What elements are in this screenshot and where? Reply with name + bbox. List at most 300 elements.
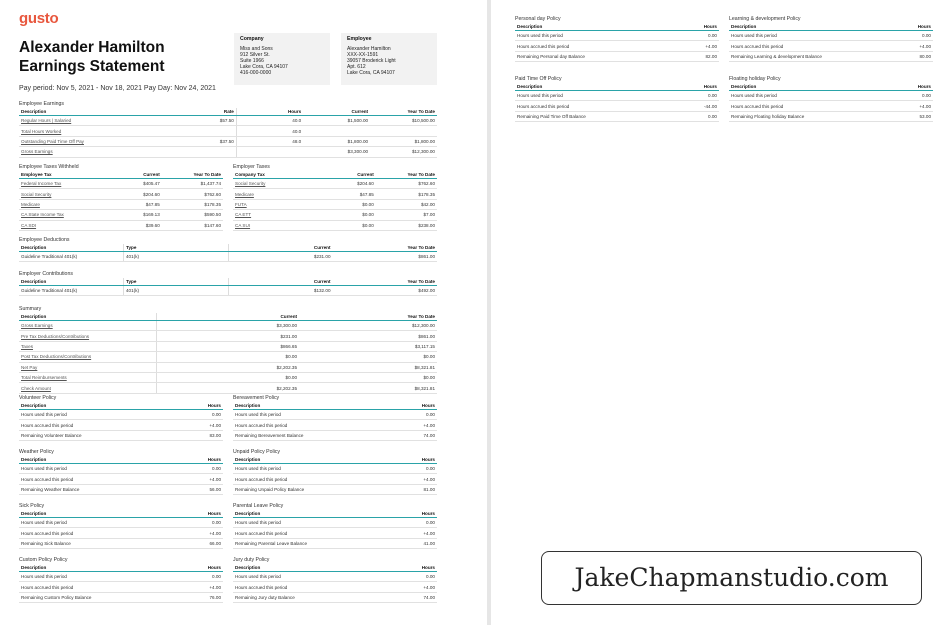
cell: Hours accrued this period [729,101,876,111]
learning-development-policy-section [729,16,933,62]
cell: 0.00 [662,91,719,101]
cell: Hours accrued this period [233,420,380,430]
cell: 0.00 [380,464,437,474]
col-header: Rate [178,108,237,116]
cell: Hours used this period [515,91,662,101]
contributions-section [19,271,437,296]
table-row [515,31,719,41]
table-row [19,420,223,430]
company-line: Miss and Sons [240,46,273,52]
earning-link[interactable]: Outstanding Paid Time Off Pay [19,136,178,146]
cell: 401(k) [124,252,229,262]
table-row [233,528,437,538]
table-row [19,252,437,262]
cell: $231.00 [228,252,333,262]
earnings-section [19,101,437,158]
col-header: Current [228,278,333,286]
cell: 56.00 [166,484,223,494]
cell: $12,300.00 [299,321,437,331]
table-row [233,484,437,494]
table-row [19,518,223,528]
cell: $492.00 [333,286,438,296]
cell: 0.00 [380,518,437,528]
employee-heading: Employee [347,36,372,42]
section-title: Summary [19,306,42,312]
cell: 40.0 [236,116,303,126]
table-row [19,220,223,230]
table-row [729,31,933,41]
table-row [515,51,719,61]
table-row [19,372,437,382]
cell: $57.50 [178,116,237,126]
col-header: Hours [166,456,223,464]
col-header: Employee Tax [19,171,101,179]
cell: Remaining Personal day Balance [515,51,662,61]
col-header: Year To Date [162,171,223,179]
cell: Hours used this period [233,518,380,528]
cell: $204.60 [101,189,162,199]
employer-taxes-section [233,164,437,231]
cell: +4.00 [166,582,223,592]
cell: $0.00 [315,199,376,209]
cell: Hours used this period [19,464,166,474]
cell: Remaining Learning & development Balance [729,51,876,61]
earning-link[interactable]: Gross Earnings [19,147,178,157]
col-header: Hours [380,510,437,518]
col-header: Type [124,278,229,286]
table-row [233,518,437,528]
tax-link[interactable]: CA SDI [19,220,101,230]
cell: 0.00 [166,464,223,474]
earning-link[interactable]: Total Hours Worked [19,126,178,136]
table-row [729,91,933,101]
section-title: Bereavement Policy [233,395,280,401]
section-title: Parental Leave Policy [233,503,284,509]
cell: $3,117.15 [299,341,437,351]
cell: 0.00 [380,410,437,420]
table-row [19,147,437,157]
table-row [19,362,437,372]
employee-line: Apt. 612 [347,64,366,70]
cell: $861.00 [299,331,437,341]
cell: Hours accrued this period [19,528,166,538]
earning-link[interactable]: Regular Hours | Salaried [19,116,178,126]
table-row [233,538,437,548]
cell: Hours used this period [233,410,380,420]
section-title: Custom Policy Policy [19,557,68,563]
cell: $42.00 [376,199,437,209]
volunteer-policy-section [19,395,223,441]
col-header: Description [19,510,166,518]
table-row [19,199,223,209]
section-title: Unpaid Policy Policy [233,449,280,455]
cell: 0.00 [166,518,223,528]
cell: Hours accrued this period [19,582,166,592]
cell: $0.00 [315,220,376,230]
cell: $169.13 [101,210,162,220]
section-title: Employer Taxes [233,164,270,170]
table-row [19,538,223,548]
table-row [515,41,719,51]
col-header: Description [19,313,157,321]
pay-period: Pay period: Nov 5, 2021 - Nov 18, 2021 Pay Day: Nov 24, 2021 [19,85,216,92]
weather-policy-section [19,449,223,495]
col-header: Description [19,244,124,252]
employee-line: Alexander Hamilton [347,46,391,52]
table-row [233,420,437,430]
sick-policy-section [19,503,223,549]
table-row [19,484,223,494]
table-row [19,582,223,592]
company-info [234,33,330,85]
cell: 0.00 [662,111,719,121]
cell: 74.00 [380,430,437,440]
parental-leave-policy-section [233,503,437,549]
table-row [19,383,437,393]
cell: +4.00 [380,474,437,484]
tax-link[interactable]: Social Security [19,189,101,199]
deductions-section [19,237,437,262]
summary-link[interactable]: Gross Earnings [19,321,157,331]
cell: Remaining Custom Policy Balance [19,592,166,602]
cell: +4.00 [166,420,223,430]
cell: Guideline Traditional 401(k) [19,252,124,262]
cell: $178.35 [162,199,223,209]
table-row [19,136,437,146]
table-row [729,101,933,111]
cell: 48.0 [236,136,303,146]
cell: 0.00 [166,410,223,420]
statement-title: Alexander Hamilton Earnings Statement [19,39,165,75]
cell: $132.00 [228,286,333,296]
table-row [19,592,223,602]
table-row [19,410,223,420]
col-header: Current [303,108,370,116]
cell: $2,202.35 [157,362,299,372]
table-row [233,410,437,420]
cell: $1,500.00 [303,116,370,126]
cell: Remaining Unpaid Policy Balance [233,484,380,494]
table-row [19,286,437,296]
cell: +4.00 [380,528,437,538]
cell: $0.00 [299,372,437,382]
floating-holiday-policy-section [729,76,933,122]
cell: Hours used this period [515,31,662,41]
cell: $8,321.81 [299,362,437,372]
col-header: Year To Date [370,108,437,116]
summary-link[interactable]: Check Amount [19,383,157,393]
col-header: Hours [876,83,933,91]
summary-section [19,306,437,394]
cell: 66.00 [166,538,223,548]
tax-link[interactable]: FUTA [233,199,315,209]
table-row [233,582,437,592]
col-header: Description [515,23,662,31]
cell: 53.00 [876,111,933,121]
watermark-stamp: JakeChapmanstudio.com [541,551,922,605]
table-row [233,474,437,484]
cell: $8,321.81 [299,383,437,393]
col-header: Description [19,402,166,410]
table-row [233,189,437,199]
cell: 81.00 [380,484,437,494]
tax-link[interactable]: CA ETT [233,210,315,220]
unpaid-policy-section [233,449,437,495]
cell: $12,300.00 [370,147,437,157]
employee-line: XXX-XX-1591 [347,52,379,58]
section-title: Employer Contributions [19,271,73,277]
cell: 0.00 [876,91,933,101]
cell: $762.60 [162,189,223,199]
company-line: 912 Silver St. [240,52,270,58]
table-row [19,116,437,126]
section-title: Employee Deductions [19,237,70,243]
cell [178,126,237,136]
table-row [233,430,437,440]
cell: $3,300.00 [303,147,370,157]
cell: $861.00 [333,252,438,262]
col-header: Hours [380,402,437,410]
col-header: Hours [662,83,719,91]
cell: Hours used this period [19,410,166,420]
cell: 0.00 [166,572,223,582]
col-header: Year To Date [333,244,438,252]
table-row [19,189,223,199]
company-line: Suite 1966 [240,58,264,64]
cell: $238.00 [376,220,437,230]
cell: +4.00 [876,41,933,51]
table-row [233,179,437,189]
col-header: Type [124,244,229,252]
table-row [19,528,223,538]
table-row [19,430,223,440]
employee-info [341,33,437,85]
cell: Guideline Traditional 401(k) [19,286,124,296]
col-header: Hours [166,402,223,410]
col-header: Description [233,456,380,464]
cell: Hours used this period [729,31,876,41]
cell: Hours accrued this period [19,474,166,484]
col-header: Hours [236,108,303,116]
tax-link[interactable]: CA SUI [233,220,315,230]
section-title: Employee Earnings [19,101,64,107]
tax-link[interactable]: CA State Income Tax [19,210,101,220]
table-row [515,111,719,121]
col-header: Hours [380,456,437,464]
table-row [515,91,719,101]
table-row [729,41,933,51]
col-header: Hours [166,564,223,572]
cell: Hours used this period [19,572,166,582]
cell: $762.60 [376,179,437,189]
cell: Hours used this period [19,518,166,528]
cell: +4.00 [876,101,933,111]
summary-link[interactable]: Taxes [19,341,157,351]
cell: Hours accrued this period [515,41,662,51]
tax-link[interactable]: Social Security [233,179,315,189]
cell: $590.50 [162,210,223,220]
col-header: Description [233,402,380,410]
cell: $178.35 [376,189,437,199]
cell: 0.00 [662,31,719,41]
table-row [19,464,223,474]
col-header: Description [19,278,124,286]
cell: Remaining Volunteer Balance [19,430,166,440]
summary-link[interactable]: Pre Tax Deductions/Contributions [19,331,157,341]
cell: Hours accrued this period [233,474,380,484]
col-header: Description [729,83,876,91]
cell [236,147,303,157]
summary-link[interactable]: Net Pay [19,362,157,372]
section-title: Weather Policy [19,449,54,455]
table-row [19,352,437,362]
col-header: Description [515,83,662,91]
table-row [19,341,437,351]
table-row [19,179,223,189]
tax-link[interactable]: Medicare [233,189,315,199]
cell: Remaining Bereavement Balance [233,430,380,440]
jury-duty-policy-section [233,557,437,603]
section-title: Volunteer Policy [19,395,57,401]
cell: $1,437.74 [162,179,223,189]
table-row [233,210,437,220]
cell: $0.00 [157,372,299,382]
table-row [19,474,223,484]
cell: Remaining Jury duty Balance [233,592,380,602]
col-header: Description [19,108,178,116]
col-header: Hours [876,23,933,31]
cell: $1,800.00 [370,136,437,146]
company-line: 416-000-0000 [240,70,272,76]
table-row [233,572,437,582]
table-row [729,111,933,121]
col-header: Company Tax [233,171,315,179]
employee-line: Lake Cora, CA 94107 [347,70,395,76]
cell: Hours used this period [729,91,876,101]
cell: $0.00 [315,210,376,220]
cell: -44.00 [662,101,719,111]
cell: $0.00 [299,352,437,362]
cell: Remaining Floating holiday Balance [729,111,876,121]
cell: 0.00 [876,31,933,41]
cell: Hours accrued this period [233,528,380,538]
cell: $7.00 [376,210,437,220]
cell: $39.60 [101,220,162,230]
cell: $10,500.00 [370,116,437,126]
cell: 41.00 [380,538,437,548]
section-title: Learning & development Policy [729,16,801,22]
col-header: Hours [380,564,437,572]
summary-link[interactable]: Post Tax Deductions/Contributions [19,352,157,362]
col-header: Description [19,456,166,464]
company-heading: Company [240,36,264,42]
section-title: Employee Taxes Withheld [19,164,79,170]
section-title: Sick Policy [19,503,45,509]
taxes-withheld-section [19,164,223,231]
cell: 83.00 [166,430,223,440]
cell: +4.00 [380,582,437,592]
col-header: Year To Date [299,313,437,321]
cell: $1,800.00 [303,136,370,146]
cell: Remaining Paid Time Off Balance [515,111,662,121]
cell: Remaining Weather Balance [19,484,166,494]
col-header: Description [233,564,380,572]
cell: Hours accrued this period [19,420,166,430]
cell: 0.00 [380,572,437,582]
cell: Remaining Parental Leave Balance [233,538,380,548]
cell: $47.85 [315,189,376,199]
cell: Remaining Sick Balance [19,538,166,548]
table-row [515,101,719,111]
cell: 82.00 [662,51,719,61]
table-row [233,199,437,209]
company-line: Lake Cora, CA 94107 [240,64,288,70]
cell: $37.50 [178,136,237,146]
table-row [19,210,223,220]
cell: Hours used this period [233,572,380,582]
table-row [19,331,437,341]
col-header: Current [157,313,299,321]
custom-policy-section [19,557,223,603]
cell: +4.00 [662,41,719,51]
col-header: Year To Date [333,278,438,286]
section-title: Paid Time Off Policy [515,76,562,82]
table-row [233,220,437,230]
table-row [233,592,437,602]
cell: Hours accrued this period [515,101,662,111]
cell: +4.00 [166,474,223,484]
cell: $866.65 [157,341,299,351]
bereavement-policy-section [233,395,437,441]
cell [303,126,370,136]
cell: $147.60 [162,220,223,230]
table-row [19,126,437,136]
summary-link[interactable]: Total Reimbursements [19,372,157,382]
col-header: Year To Date [376,171,437,179]
personal-day-policy-section [515,16,719,62]
table-row [19,572,223,582]
cell: $2,202.35 [157,383,299,393]
section-title: Jury duty Policy [233,557,270,563]
tax-link[interactable]: Medicare [19,199,101,209]
col-header: Description [729,23,876,31]
col-header: Hours [662,23,719,31]
col-header: Current [101,171,162,179]
cell: Hours used this period [233,464,380,474]
gusto-logo: gusto [19,10,59,27]
cell: $3,300.00 [157,321,299,331]
cell: +4.00 [380,420,437,430]
col-header: Hours [166,510,223,518]
col-header: Current [228,244,333,252]
cell: Hours accrued this period [233,582,380,592]
cell: Hours accrued this period [729,41,876,51]
cell: 40.0 [236,126,303,136]
cell: $47.85 [101,199,162,209]
tax-link[interactable]: Federal Income Tax [19,179,101,189]
cell: $231.00 [157,331,299,341]
cell [178,147,237,157]
pto-policy-section [515,76,719,122]
col-header: Current [315,171,376,179]
cell: 76.00 [166,592,223,602]
col-header: Description [233,510,380,518]
cell [370,126,437,136]
table-row [729,51,933,61]
cell: 401(k) [124,286,229,296]
table-row [233,464,437,474]
cell: +4.00 [166,528,223,538]
